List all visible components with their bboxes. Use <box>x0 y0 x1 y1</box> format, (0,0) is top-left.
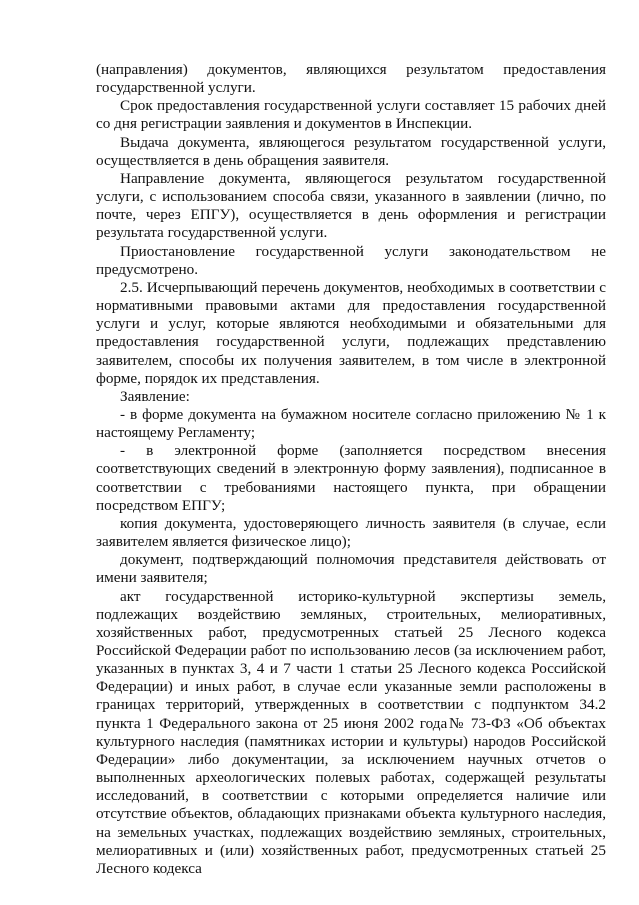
paragraph-document-issuance: Выдача документа, являющегося результатом государственной услуги, осуществляется в день обращения заявителя. <box>96 133 606 169</box>
paragraph-application-heading: Заявление: <box>120 387 190 405</box>
document-body <box>96 61 606 878</box>
list-item-representative-authority: документ, подтверждающий полномочия представителя действовать от имени заявителя; <box>96 551 606 587</box>
paragraph-service-term: Срок предоставления государственной услуги составляет 15 рабочих дней со дня регистрации заявления и документов в Инспекции. <box>96 97 606 133</box>
paragraph-suspension: Приостановление государственной услуги законодательством не предусмотрено. <box>96 242 606 278</box>
paragraph-continuation: (направления) документов, являющихся результатом предоставления государственной услуги. <box>96 61 606 97</box>
list-item-identity-copy: копия документа, удостоверяющего личность заявителя (в случае, если заявителем является физическое лицо); <box>96 514 606 551</box>
list-item-electronic-form: - в электронной форме (заполняется посредством внесения соответствующих сведений в электронную форму заявления), подписанное в соответствии с требованиями настоящего пункта, при обращении посредством ЕПГУ; <box>96 442 606 514</box>
list-item-paper-form: - в форме документа на бумажном носителе согласно приложению № 1 к настоящему Регламенту; <box>96 405 606 442</box>
list-item-expertise-act: акт государственной историко-культурной экспертизы земель, подлежащих воздействию земляных, строительных, мелиоративных, хозяйственных работ, предусмотренных статьей 25 Лесного кодекса Российской Федерации работ по использованию лесов (за исключением работ, указанных в пунктах 3, 4 и 7 части 1 статьи 25 Лесного кодекса Российской Федерации) и иных работ, в случае если указанные земли расположены в границах территорий, утвержденных в соответствии с подпунктом 34.2 пункта 1 Федерального закона от 25 июня 2002 года№ 73-ФЗ «Об объектах культурного наследия (памятниках истории и культуры) народов Российской Федерации» либо документации, за исключением научных отчетов о выполненных археологических полевых работах, содержащей результаты исследований, в соответствии с которыми определяется наличие или отсутствие объектов, обладающих признаками объекта культурного наследия, на земельных участках, подлежащих воздействию земляных, строительных, мелиоративных и (или) хозяйственных работ, предусмотренных статьей 25 Лесного кодекса <box>96 587 606 877</box>
paragraph-section-2-5: 2.5. Исчерпывающий перечень документов, необходимых в соответствии с нормативными правовыми актами для предоставления государственной услуги и услуг, которые являются необходимыми и обязательными для предоставления государственной услуги, подлежащих представлению заявителем, способы их получения заявителем, в том числе в электронной форме, порядок их представления. <box>96 278 606 387</box>
paragraph-document-delivery: Направление документа, являющегося результатом государственной услуги, с использованием способа связи, указанного в заявлении (лично, по почте, через ЕПГУ), осуществляется в день оформления и регистрации результата государственной услуги. <box>96 169 606 242</box>
